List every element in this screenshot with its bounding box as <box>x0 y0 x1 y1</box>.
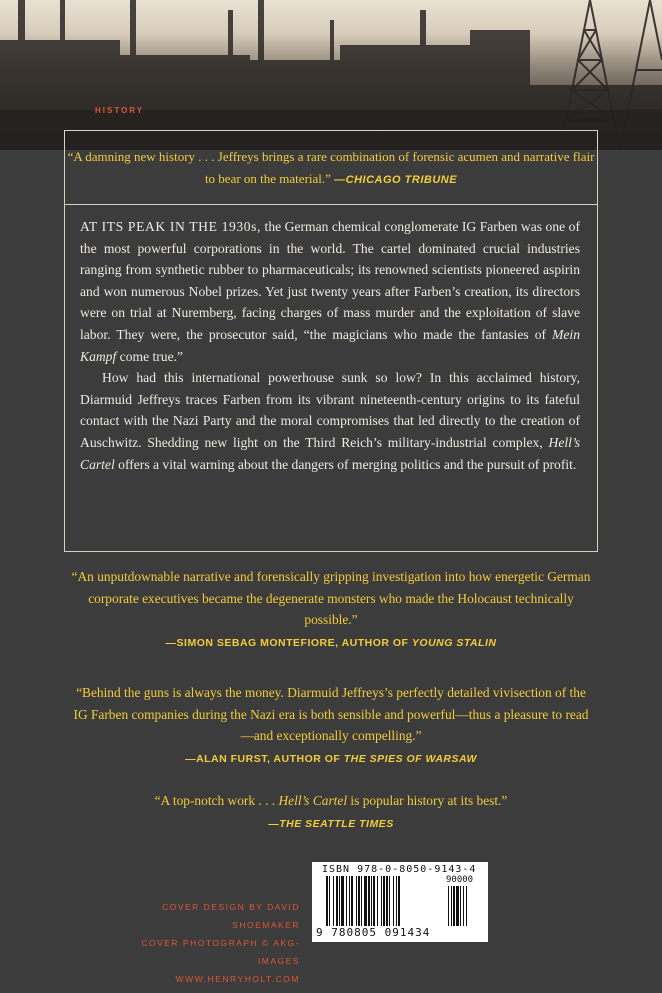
barcode-bar <box>356 876 357 926</box>
attribution-title: —THE SEATTLE TIMES <box>268 817 394 830</box>
factory-silhouette <box>0 0 662 150</box>
barcode-bar <box>463 886 464 926</box>
blurb-text: “Behind the guns is always the money. Diarmuid Jeffreys’s perfectly detailed vivisection of the IG Farben companies during the Nazi era is both sensible and powerful—thus a pleasure to read—and exceptionally compelling.” <box>73 685 589 743</box>
barcode-bar <box>329 876 330 926</box>
description-lead: AT ITS PEAK IN THE 1930s, <box>80 219 262 234</box>
barcode-bar <box>358 876 360 926</box>
attribution-title: YOUNG STALIN <box>411 636 497 649</box>
barcode-bar <box>333 876 334 926</box>
description-paragraph-2 <box>80 367 580 475</box>
cover-credits <box>100 898 300 988</box>
barcode-bar <box>361 876 362 926</box>
barcode-bar <box>398 876 400 926</box>
description-text: How had this international powerhouse sunk so low? In this acclaimed history, Diarmuid Jeffreys traces Farben from its vibrant nineteenth-century origins to its fateful contact with the Nazi Party and the moral compromises that led directly to the creation of Auschwitz. Shedding new light on the Third Reich’s military-industrial complex, <box>80 370 580 450</box>
description-text: come true.” <box>116 348 184 364</box>
barcode-bar <box>386 876 388 926</box>
blurb-montefiore <box>70 566 592 654</box>
attribution-title: THE SPIES OF WARSAW <box>343 752 477 765</box>
barcode-bar <box>389 876 390 926</box>
blurb-text-part: is popular history at its best.” <box>347 793 508 808</box>
description-text: offers a vital warning about the dangers of merging politics and the pursuit of profit. <box>114 456 577 472</box>
publisher-website: WWW.HENRYHOLT.COM <box>175 974 300 984</box>
barcode-bar <box>339 876 340 926</box>
book-title-reference: Hell’s Cartel <box>80 434 580 472</box>
barcode-bar <box>460 886 461 926</box>
isbn-barcode <box>312 862 488 942</box>
barcode-bar <box>341 876 344 926</box>
pull-quote <box>64 146 598 191</box>
description-text: the German chemical conglomerate IG Farben was one of the most powerful corporations in the world. The cartel dominated crucial industries ranging from synthetic rubber to pharmaceuticals; its renowned scientists pioneered aspirin and won numerous Nobel prizes. Yet just twenty years after Farben’s creation, its directors were on trial at Nuremberg, facing charges of mass murder and the exploitation of slave labor. They were, the prosecutor said, “the magicians who made the fantasies of <box>80 219 580 342</box>
blurb-seattle-times <box>70 790 592 835</box>
barcode-bar <box>336 876 338 926</box>
barcode-bar <box>351 876 353 926</box>
barcode-bar <box>371 876 372 926</box>
category-label: HISTORY <box>95 106 145 115</box>
book-title-reference: Mein Kampf <box>80 326 580 364</box>
credit-design: COVER DESIGN BY DAVID SHOEMAKER <box>162 902 300 930</box>
barcode-bar <box>448 886 449 926</box>
attribution-author: —ALAN FURST, AUTHOR OF <box>185 752 344 765</box>
barcode-bar <box>346 876 347 926</box>
attribution-author: —SIMON SEBAG MONTEFIORE, AUTHOR OF <box>165 636 412 649</box>
barcode-bar <box>381 876 382 926</box>
barcode-bar <box>373 876 375 926</box>
blurb-attribution <box>166 637 497 649</box>
barcode-bar <box>377 876 378 926</box>
barcode-bar <box>451 886 452 926</box>
blurb-furst <box>70 682 592 770</box>
barcode-bar <box>349 876 350 926</box>
pull-quote-source: —CHICAGO TRIBUNE <box>334 174 458 186</box>
barcode-bar <box>466 886 467 926</box>
barcode-bar <box>368 876 370 926</box>
barcode-bar <box>396 876 397 926</box>
barcode-bar <box>364 876 367 926</box>
barcode-bar <box>383 876 385 926</box>
blurb-text-part: “A top-notch work . . . <box>154 793 279 808</box>
frame-divider <box>64 204 598 205</box>
ean-number: 9 780805 091434 <box>316 926 431 939</box>
barcode-bar <box>326 876 328 926</box>
cover-photo-factory <box>0 0 662 150</box>
barcode-bar <box>456 886 459 926</box>
blurb-attribution <box>268 818 393 830</box>
isbn-number: ISBN 978-0-8050-9143-4 <box>322 864 477 875</box>
description-paragraph-1 <box>80 216 580 367</box>
barcode-bar <box>393 876 394 926</box>
price-code: 90000 <box>446 875 474 885</box>
pull-quote-text: “A damning new history . . . Jeffreys brings a rare combination of forensic acumen and narrative flair to bear on the material.” <box>67 149 595 186</box>
blurb-text: “An unputdownable narrative and forensically gripping investigation into how energetic German corporate executives became the degenerate monsters who made the Holocaust technically possible.” <box>71 569 591 627</box>
book-title-reference: Hell’s Cartel <box>278 793 348 808</box>
blurb-attribution <box>185 753 477 765</box>
barcode-bar <box>453 886 455 926</box>
credit-photograph: COVER PHOTOGRAPH © AKG-IMAGES <box>141 938 300 966</box>
book-description <box>80 216 580 475</box>
blurb-text <box>155 793 508 808</box>
